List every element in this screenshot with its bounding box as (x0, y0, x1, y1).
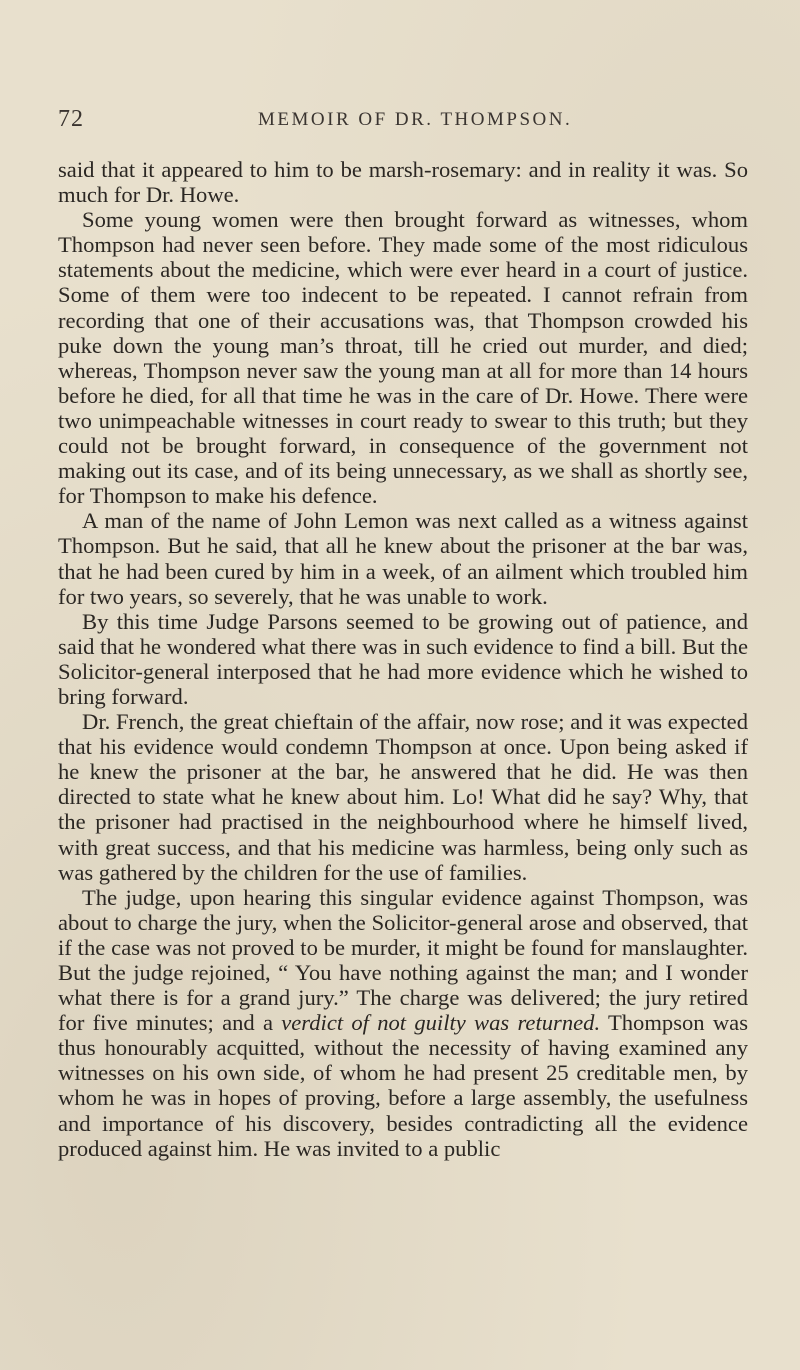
paragraph-6 (58, 885, 748, 1161)
paragraph-5: Dr. French, the great chieftain of the affair, now rose; and it was expected that his evidence would condemn Thompson at once. Upon being asked if he knew the prisoner at the bar, he answered that he did. He was then directed to state what he knew about him. Lo! What did he say? Why, that the prisoner had practised in the neighbourhood where he himself lived, with great success, and that his medicine was harmless, being only such as was gathered by the children for the use of families. (58, 709, 748, 885)
paragraph-1: said that it appeared to him to be marsh-rosemary: and in reality it was. So much for Dr. Howe. (58, 157, 748, 208)
paragraph-6-part-2: Thompson was thus honourably acquitted, without the necessity of having examined any witnesses on his own side, of whom he had present 25 creditable men, by whom he was in hopes of proving, before a large assembly, the usefulness and importance of his discovery, besides contradicting all the evidence produced against him. He was invited to a public (58, 1010, 748, 1161)
body-text (58, 157, 748, 1161)
page-number: 72 (58, 106, 84, 132)
paragraph-2: Some young women were then brought forward as witnesses, whom Thompson had never seen before. They made some of the most ridiculous statements about the medicine, which were ever heard in a court of justice. Some of them were too indecent to be repeated. I cannot refrain from recording that one of their accusations was, that Thompson crowded his puke down the young man’s throat, till he cried out murder, and died; whereas, Thompson never saw the young man at all for more than 14 hours before he died, for all that time he was in the care of Dr. Howe. There were two unimpeachable witnesses in court ready to swear to this truth; but they could not be brought forward, in consequence of the government not making out its case, and of its being unnecessary, as we shall as shortly see, for Thompson to make his defence. (58, 207, 748, 509)
running-head (58, 106, 748, 136)
paragraph-3: A man of the name of John Lemon was next called as a witness against Thompson. But he said, that all he knew about the prisoner at the bar was, that he had been cured by him in a week, of an ailment which troubled him for two years, so severely, that he was unable to work. (58, 508, 748, 609)
paragraph-6-part-1: The judge, upon hearing this singular evidence against Thompson, was about to charge the jury, when the Solicitor-general arose and observed, that if the case was not proved to be murder, it might be found for manslaughter. But the judge rejoined, “ You have nothing against the man; and I wonder what there is for a grand jury.” The charge was delivered; the jury retired for five minutes; and a (58, 884, 748, 1036)
verdict-italic: verdict of not guilty was returned. (281, 1010, 601, 1036)
running-title: MEMOIR OF DR. THOMPSON. (258, 109, 573, 130)
paragraph-4: By this time Judge Parsons seemed to be growing out of patience, and said that he wondered what there was in such evidence to find a bill. But the Solicitor-general interposed that he had more evidence which he wished to bring forward. (58, 608, 748, 709)
